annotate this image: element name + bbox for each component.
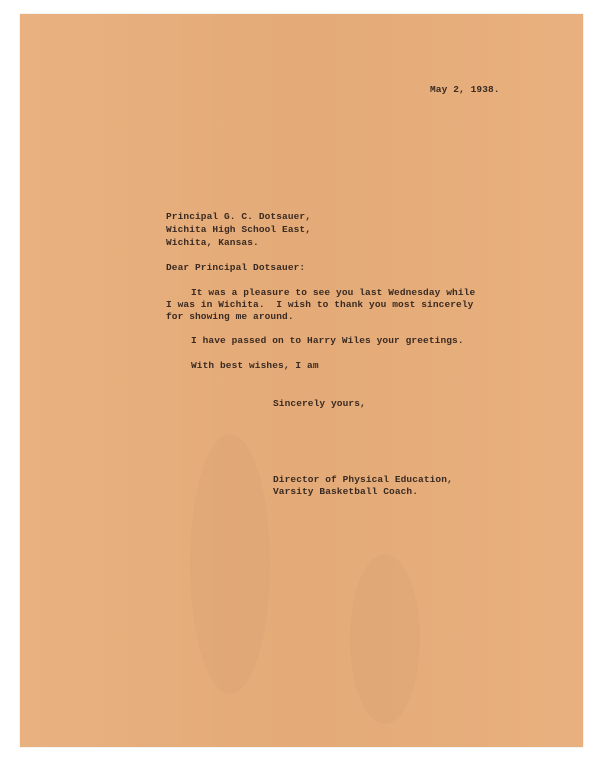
body-paragraph-3: With best wishes, I am — [191, 360, 319, 371]
salutation: Dear Principal Dotsauer: — [166, 262, 306, 273]
body-paragraph-1-line-1: It was a pleasure to see you last Wednesday while — [191, 287, 476, 298]
body-paragraph-1-line-3: for showing me around. — [166, 311, 294, 322]
recipient-city: Wichita, Kansas. — [166, 237, 259, 248]
body-paragraph-1-line-2: I was in Wichita. I wish to thank you most sincerely — [166, 299, 474, 310]
body-paragraph-2: I have passed on to Harry Wiles your greetings. — [191, 335, 464, 346]
paper-stain — [350, 554, 420, 724]
letter-page — [20, 14, 583, 747]
signature-title-1: Director of Physical Education, — [273, 474, 453, 485]
recipient-school: Wichita High School East, — [166, 224, 312, 235]
closing: Sincerely yours, — [273, 398, 366, 409]
paper-stain — [190, 434, 270, 694]
signature-title-2: Varsity Basketball Coach. — [273, 486, 419, 497]
recipient-name: Principal G. C. Dotsauer, — [166, 211, 312, 222]
letter-date: May 2, 1938. — [430, 84, 500, 95]
